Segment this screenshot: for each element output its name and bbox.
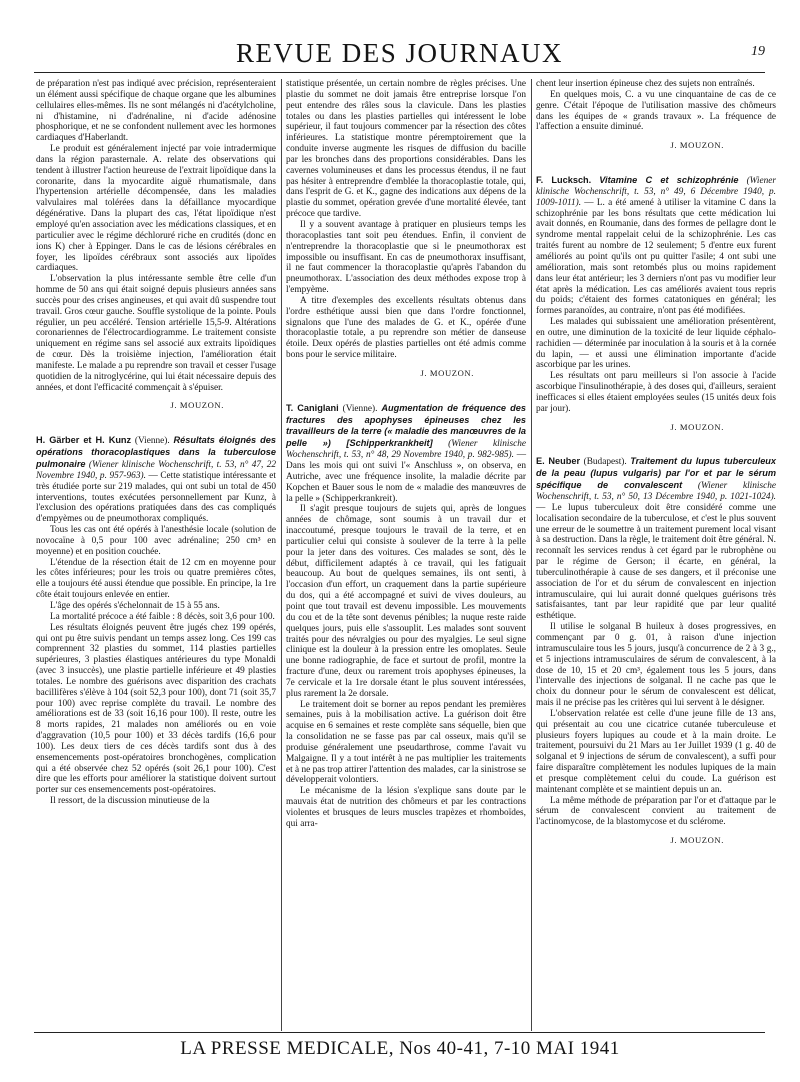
paragraph: chent leur insertion épineuse chez des sujets non entraînés. (536, 79, 755, 89)
paragraph: Tous les cas ont été opérés à l'anesthésie locale (solution de novocaïne à 0,5 pour 100 avec adrénaline; 250 cm³ en moyenne) et en position couchée. (36, 525, 276, 557)
column-divider (531, 79, 532, 1031)
author-signature: J. MOUZON. (670, 421, 724, 432)
author-signature: J. MOUZON. (670, 140, 724, 151)
article-location: (Vienne). (342, 403, 378, 414)
paragraph: Il y a souvent avantage à pratiquer en plusieurs temps les thoracoplasties tant soit peu étendues. Enfin, il convient de n'entreprendre la thoracoplastie que si le pneumothorax est impossible ou insuffisant. En cas de pneumothorax insuffisant, il ne faut commencer la thoracoplastie qu'après l'abandon du pneumothorax. L'association des deux méthodes expose trop à l'empyème. (286, 219, 526, 296)
paragraph: Il utilise le solganal B huileux à doses progressives, en commençant par 0 g. 01, à raison d'une injection intramusculaire tous les 5 jours, jusqu'à concurrence de 2 à 3 g., et 5 injections intramusculaires de sérum de convalescent, à la dose de 10, 15 et 20 cm³, également tous les 5 jours, dans l'intervalle des injections de solganal. Il ne cache pas que le choix du donneur pour le sérum de convalescent est délicat, mais il ne précise pas les critères qui lui servent à le désigner. (536, 622, 776, 709)
page-footer: LA PRESSE MEDICALE, Nos 40-41, 7-10 MAI 1941 (180, 1038, 620, 1059)
paragraph: Il ressort, de la discussion minutieuse de la (50, 796, 210, 807)
paragraph: L'étendue de la résection était de 12 cm en moyenne pour les côtes inférieures; pour les trois ou quatre premières côtes, elle a toujours été aussi étendue que possible. En principe, la 1re côte était toujours enlevée en entier. (36, 557, 276, 601)
article-lucksch (536, 175, 776, 317)
paragraph: Les malades qui subissaient une amélioration présentèrent, en outre, une diminution de la toxicité de leur liquide céphalo-rachidien — déterminée par inoculation à la souris et à la cornée du lapin, — et aussi une élimination importante d'acide ascorbique par les urines. (536, 317, 776, 371)
article-location: (Vienne). (134, 436, 170, 447)
page-header (34, 38, 765, 68)
paragraph: Il s'agit presque toujours de sujets qui, après de longues années de chômage, sont soumis à un travail dur et inaccoutumé, presque toujours le travail de la terre, et en particulier celui qui consiste à soulever de la terre à la pelle pour la jeter dans des voitures. Ces malades se sont, dès le début, difficilement adaptés à ce travail, qui les fatiguait beaucoup. Au bout de quelques semaines, ils ont senti, à l'occasion d'un effort, un craquement dans la partie supérieure du dos, qui a été accompagné et suivi de vives douleurs, au point que tout travail est devenu impossible. Les mouvements du cou et de la tête sont devenus pénibles; la nuque reste raide quelques jours, puis elle s'assouplit. Les malades sont souvent traités pour des névralgies ou pour des myalgies. Le seul signe clinique est la douleur à la pression entre les omoplates. Seule une bonne radiographie, de face et surtout de profil, montre la fracture d'une, deux ou rarement trois apophyses épineuses, la 7e cervicale et la 1re dorsale étant le plus souvent intéressées, plus rarement la 2e dorsale. (286, 504, 526, 699)
article-authors: H. Gärber et H. Kunz (36, 435, 132, 446)
header-rule (34, 72, 765, 73)
footer-rule (34, 1032, 765, 1033)
article-citation: (Wiener klinische Wochenschrift, t. 53, n° 48, 29 Novembre 1940, p. 982-985). (286, 439, 526, 461)
column-divider (281, 79, 282, 1031)
paragraph: En quelques mois, C. a vu une cinquantaine de cas de ce genre. C'était l'époque de l'utilisation massive des chômeurs dans les équipes de « grands travaux ». La fréquence de l'affection a ensuite diminué. (536, 89, 776, 133)
article-text: — L. a été amené à utiliser la vitamine C dans la schizophrénie par les bons résultats que cette médication lui avait donnés, en Roumanie, dans des formes de pellagre dont le syndrome mental rappelait celui de la schizophrénie. Les cas traités furent au nombre de 12 seulement; 5 d'entre eux furent améliorés au point qu'ils ont pu quitter l'asile; 4 ont subi une amélioration, mais sont retombés plus ou moins rapidement dans leur état antérieur; les 3 derniers n'ont pas vu modifier leur état après la médication. Les cas améliorés avaient tous repris du poids; c'étaient des formes catatoniques en général; les formes paranoïdes, au contraire, n'ont pas été modifiées. (536, 197, 776, 317)
paragraph: Les résultats éloignés peuvent être jugés chez 199 opérés, qui ont pu être suivis pendant un temps assez long. Ces 199 cas comprennent 32 plasties du sommet, 114 plasties partielles supérieures, 3 plasties élastiques antérieures du type Monaldi (avec 3 insuccès), une plastie partielle inférieure et 49 plasties totales. Le nombre des guérisons avec disparition des crachats bacillifères s'élève à 104 (soit 52,3 pour 100), dont 71 (soit 35,7 pour 100) avec reprise complète du travail. Le nombre des améliorations est de 33 (soit 16,16 pour 100). Il reste, outre les 8 morts rapides, 21 malades non améliorés ou en voie d'aggravation (10,5 pour 100) et 33 décès tardifs (16,6 pour 100). Les deux tiers de ces décès tardifs sont dus à des ensemencements post-opératoires bronchogènes, complication qui a été observée chez 52 opérés (soit 26,1 pour 100). C'est dire que les efforts pour améliorer la statistique doivent surtout porter sur ces ensemencements post-opératoires. (36, 622, 276, 796)
article-authors: F. Lucksch. (536, 175, 592, 186)
article-citation: (Wiener klinische Wochenschrift, t. 53, n° 49, 6 Décembre 1940, p. 1009-1011). (536, 176, 777, 208)
paragraph: de préparation n'est pas indiqué avec précision, représenteraient un élément aussi spécifique de chaque organe que les albumines cellulaires elles-mêmes. Ils ne sont mélangés ni d'acétylcholine, ni d'histamine, ni d'adrénaline, ni d'acide adénosine phosphorique, et ne se confondent nullement avec les hormones cardiaques d'Haberlandt. (36, 79, 276, 144)
paragraph: statistique présentée, un certain nombre de règles précises. Une plastie du sommet ne doit jamais être entreprise lorsque l'on peut entendre des râles sous la clavicule. Dans les plasties totales ou dans les plasties partielles qui intéressent le lobe supérieur, il faut toujours commencer par la résection des côtes inférieures. La statistique montre péremptoirement que la conduite inverse augmente les risques de diffusion du bacille par les bronches dans des proportions considérables. Dans les cavernes volumineuses et dans les processus étendus, il ne faut pas hésiter à entreprendre d'emblée la thoracoplastie totale, qui, dans l'esprit de G. et K., gagne des indications aux dépens de la plastie du sommet, opération grevée d'une mortalité élevée, tant précoce que tardive. (286, 79, 526, 220)
column-3 (536, 79, 776, 856)
article-title: Vitamine C et schizophrénie (599, 175, 739, 186)
article-title: Résultats éloignés des opérations thoracoplastiques dans la tuberculose pulmonaire (36, 435, 276, 469)
article-text: — Cette statistique intéressante et très étudiée porte sur 219 malades, qui ont subi un total de 450 interventions, toutes exécutées personnellement par Kunz, à l'exclusion des opérations pratiquées dans des cas compliqués d'empyèmes ou de pneumothorax compliqués. (36, 470, 276, 525)
paragraph: Le mécanisme de la lésion s'explique sans doute par le mauvais état de nutrition des chômeurs et par les contractions violentes et brusques de leurs muscles trapèzes et rhomboïdes, qui arra- (286, 786, 526, 829)
paragraph: A titre d'exemples des excellents résultats obtenus dans l'ordre esthétique aussi bien que dans l'ordre fonctionnel, signalons que l'une des malades de G. et K., opérée d'une thoracoplastie totale, a pu reprendre son métier de danseuse étoile. Deux opérés de plasties partielles ont été admis comme bons pour le service militaire. (286, 295, 526, 361)
article-gaerber-kunz (36, 435, 276, 525)
paragraph: Le traitement doit se borner au repos pendant les premières semaines, puis à la mobilisation active. La guérison doit être acquise en 6 semaines et reste complète sans séquelle, bien que la consolidation ne se fasse pas par cal osseux, mais qu'il se produise généralement une pseudarthrose, comme l'avait vu Malgaigne. Il y a tout intérêt à ne pas multiplier les traitements et à ne pas trop attirer l'attention des malades, car la sinistrose se développerait volontiers. (286, 699, 526, 786)
paragraph: La même méthode de préparation par l'or et d'attaque par le sérum de convalescent convient au traitement de l'actinomycose, de la blastomycose et du sclérome. (536, 795, 776, 828)
article-citation: (Wiener klinische Wochenschrift, t. 53, n° 47, 22 Novembre 1940, p. 957-963). (36, 460, 276, 481)
author-signature: J. MOUZON. (670, 835, 724, 846)
paragraph: Le produit est généralement injecté par voie intradermique dans la région parasternale. A. relate des observations qui tendent à illustrer l'action heureuse de l'extrait lipoïdique dans la coronarite, dans la myocardite aiguë rhumatismale, dans l'hypertension artérielle décompensée, dans les maladies valvulaires mal tolérées dans la défaillance myocardique dégénérative. Dans la plupart des cas, l'état lipoïdique n'est employé qu'en association avec les médications classiques, et en particulier avec le régime déchloruré riche en crudités (donc en ions K) cher à Eppinger. Dans le cas de lésions cérébrales en foyer, les lipoïdes cérébraux sont associés aux lipoïdes cardiaques. (36, 144, 276, 274)
article-text: — Le lupus tuberculeux doit être considéré comme une localisation secondaire de la tuberculose, et c'est le plus souvent une erreur de le soumettre à un traitement purement local visant à sa destruction. Dans la règle, le traitement doit être général. N. reconnaît les services rendus à cet égard par le rubrophène ou par le régime de Gerson; il écarte, en général, la tuberculinothérapie à cause de ses dangers, et il préconise une association de l'or et du sérum de convalescent en injection intramusculaire, qui lui aurait donné quelques guérisons très satisfaisantes, tant par leur rapidité que par leur qualité esthétique. (536, 502, 776, 622)
paragraph: L'observation relatée est celle d'une jeune fille de 13 ans, qui présentait au cou une cicatrice cutanée tuberculeuse et plusieurs foyers lupiques au coude et à la main droite. Le traitement, poursuivi du 21 Mars au 1er Juillet 1939 (1 g. 40 de solganal et 9 injections de sérum de convalescent), a suffi pour faire disparaître complètement les nodules lupiques de la main et presque complètement celui du coude. La guérison est maintenant complète et se maintient depuis un an. (536, 708, 776, 795)
article-location: (Budapest). (583, 457, 627, 468)
column-1 (36, 79, 276, 807)
article-title: Augmentation de fréquence des fractures des apophyses épineuses chez les travailleurs de la terre (« maladie des manœuvres de la pelle ») [Schipperkrankheit] (286, 402, 527, 449)
author-signature: J. MOUZON. (170, 400, 224, 411)
article-authors: T. Caniglani (286, 402, 339, 413)
paragraph: Les résultats ont paru meilleurs si l'on associe à l'acide ascorbique l'insulinothérapie, à des doses qui, d'ailleurs, seraient inefficaces si elles étaient employées seules (15 unités deux fois par jour). (536, 371, 776, 414)
paragraph: L'observation la plus intéressante semble être celle d'un homme de 50 ans qui était soigné depuis plusieurs années sans succès pour des crises angineuses, et qui avait dû suspendre tout travail. Gros cœur gauche. Souffle systolique de la pointe. Pouls régulier, un peu accéléré. Tension artérielle 15,5-9. Altérations coronariennes de l'électrocardiogramme. Le traitement consiste uniquement en régime sans sel associé aux extraits lipoïdiques de cœur. Dès la troisième injection, l'amélioration était manifeste. Le malade a pu reprendre son travail et cesser l'usage quotidien de la nitroglycérine, qui lui était nécessaire depuis des années, et dont l'efficacité commençait à s'épuiser. (36, 274, 276, 393)
article-title: Traitement du lupus tuberculeux de la peau (lupus vulgaris) par l'or et par le sérum spécifique de convalescent (536, 456, 777, 491)
column-2 (286, 79, 526, 830)
article-neuber (536, 456, 776, 622)
article-authors: E. Neuber (536, 456, 581, 467)
page-number: 19 (751, 44, 765, 59)
paragraph: La mortalité précoce a été faible : 8 décès, soit 3,6 pour 100. (50, 611, 275, 622)
article-citation: (Wiener klinische Wochenschrift, t. 53, n° 50, 13 Décembre 1940, p. 1021-1024). (536, 481, 777, 502)
author-signature: J. MOUZON. (420, 367, 474, 378)
article-text: — Dans les mois qui ont suivi l'« Anschluss », on observa, en Autriche, avec une fréquence insolite, la maladie décrite par Kopchen et Bauer sous le nom de « maladie des manœuvres de la pelle » (Schipperkrankreit). (286, 450, 526, 504)
article-caniglani (286, 403, 526, 505)
journal-section-title: REVUE DES JOURNAUX (235, 38, 563, 68)
paragraph: L'âge des opérés s'échelonnait de 15 à 55 ans. (50, 600, 220, 611)
